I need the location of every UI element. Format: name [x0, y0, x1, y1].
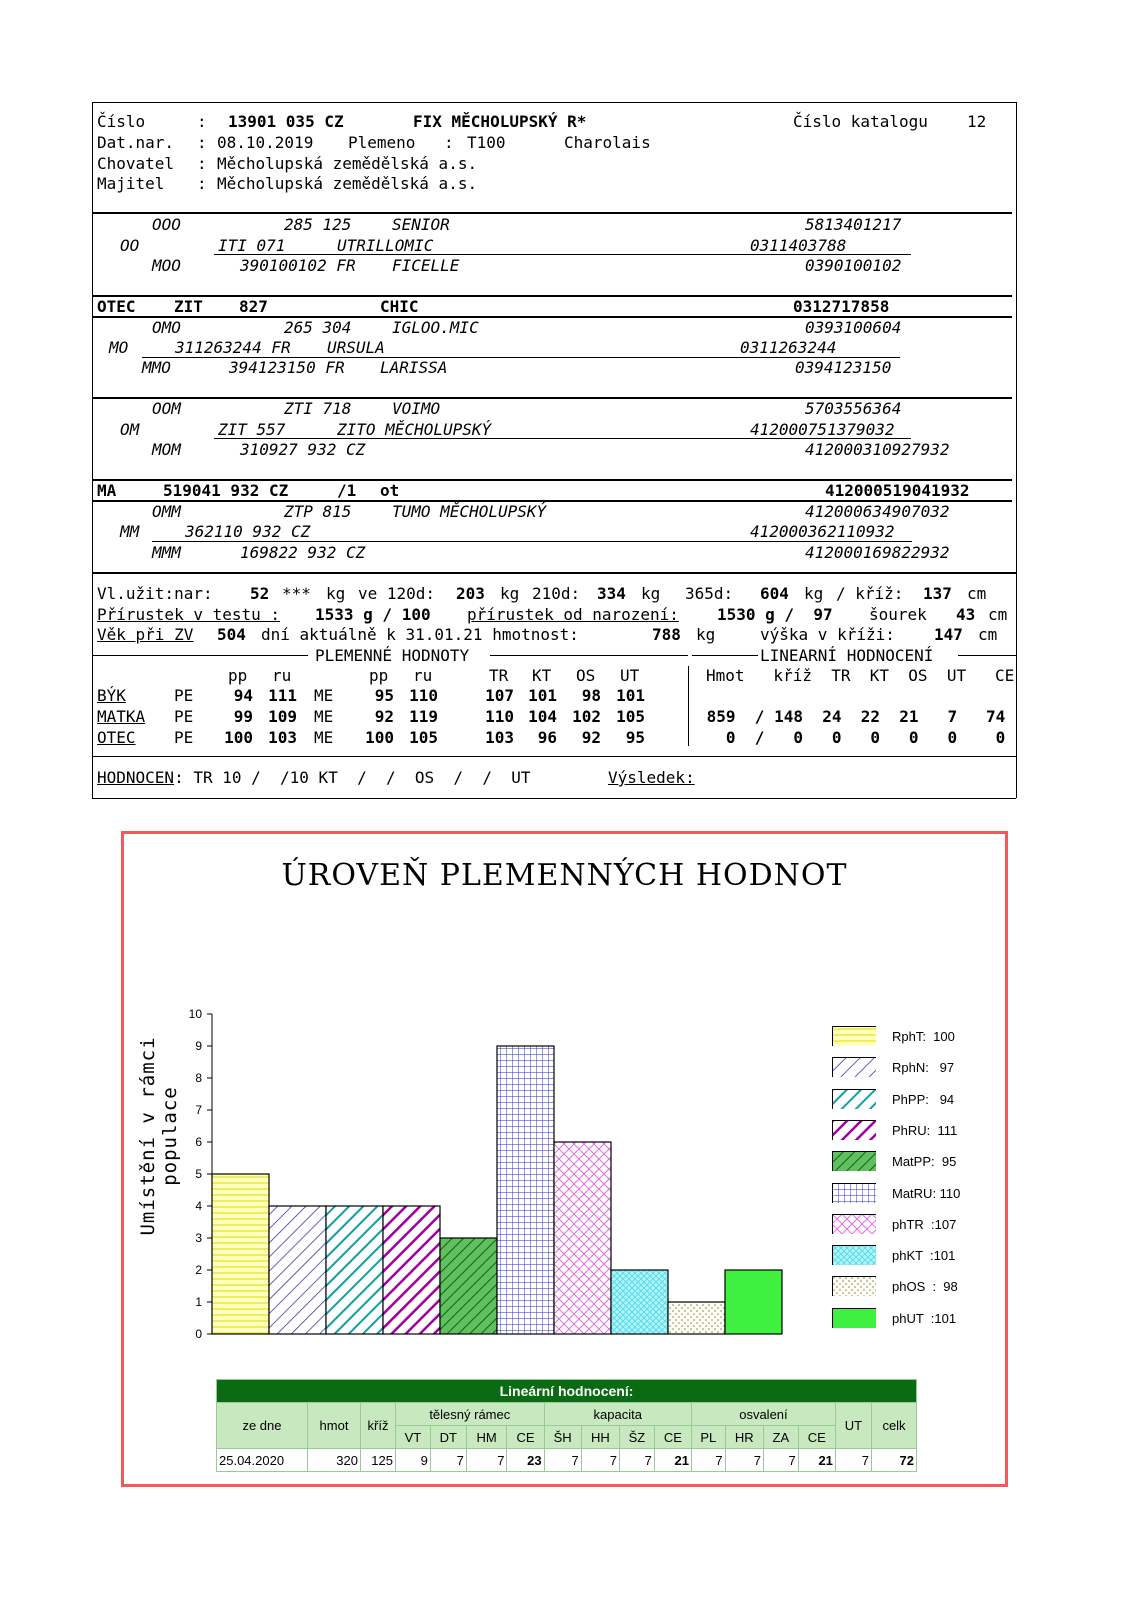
y-tick-label: 5	[195, 1167, 202, 1181]
linear-cell: 7	[620, 1449, 655, 1472]
moo-num: 390100102 FR	[240, 256, 356, 275]
linear-head-kapacita: kapacita	[544, 1403, 691, 1426]
hmot-kg: kg	[696, 625, 716, 644]
legend-label: MatRU: 110	[892, 1185, 961, 1201]
ph-os: 98	[581, 686, 601, 705]
ph-title: PLEMENNÉ HODNOTY	[315, 646, 470, 665]
rule-7	[92, 572, 1016, 574]
bar-matru	[497, 1046, 554, 1334]
legend-label: PhPP: 94	[892, 1091, 955, 1107]
vyska-label: výška v kříži:	[760, 625, 895, 644]
plemeno-name: Charolais	[564, 133, 651, 152]
y-tick-label: 2	[195, 1263, 202, 1277]
lin-title: LINEARNÍ HODNOCENÍ	[760, 646, 934, 665]
linear-cell: 7	[691, 1449, 725, 1472]
linear-cell: 125	[361, 1449, 396, 1472]
vl-ve120-label: ve 120d:	[358, 584, 436, 603]
linear-cell: 21	[654, 1449, 691, 1472]
mmo-id: 0394123150	[795, 358, 892, 377]
legend-swatch	[832, 1276, 876, 1296]
sourek-value: 43	[956, 605, 976, 624]
ooo-name: SENIOR	[392, 215, 450, 234]
legend-swatch	[832, 1026, 876, 1046]
omm-id: 412000634907032	[805, 502, 950, 521]
katalog-value: 12	[967, 112, 987, 131]
bar-rpht	[212, 1174, 269, 1334]
oom-id: 5703556364	[805, 399, 902, 418]
y-tick-label: 3	[195, 1231, 202, 1245]
ph-ru: 111	[268, 686, 297, 705]
ph-ru2: 110	[409, 686, 438, 705]
bar-phru	[383, 1206, 440, 1334]
linear-subhead: ŠH	[544, 1426, 581, 1449]
ph-pp: 94	[233, 686, 253, 705]
oom-num: ZTI 718	[284, 399, 352, 418]
mm-underline	[152, 541, 912, 542]
hodnocen-value: : TR 10 / /10 KT / / OS / / UT	[174, 768, 531, 787]
linear-subhead: CE	[654, 1426, 691, 1449]
omo-label: OMO	[152, 318, 181, 337]
vl-kriz: 137	[923, 584, 952, 603]
linear-cell: 7	[466, 1449, 507, 1472]
oom-name: VOIMO	[392, 399, 441, 418]
bar-rphn	[269, 1206, 326, 1334]
ph-name: BÝK	[97, 686, 126, 705]
vyska-cm: cm	[978, 625, 998, 644]
chovatel-label: Chovatel	[97, 154, 175, 173]
mm-num: 362110 932 CZ	[185, 522, 311, 541]
linear-subhead: HM	[466, 1426, 507, 1449]
linear-head-ut: UT	[835, 1403, 871, 1449]
linear-data-row	[217, 1449, 917, 1472]
ph-ut: 105	[616, 707, 645, 726]
mmo-label: MMO	[142, 358, 171, 377]
majitel-label: Majitel	[97, 174, 165, 193]
prir-nar-value: 1530 g / 97	[717, 605, 833, 624]
linear-cell: 7	[763, 1449, 798, 1472]
sourek-label: šourek	[869, 605, 927, 624]
oo-num: ITI 071	[218, 236, 286, 255]
ooo-num: 285 125	[284, 215, 352, 234]
mom-id: 412000310927932	[805, 440, 950, 459]
vl-210: 334	[597, 584, 626, 603]
vl-cm: cm	[967, 584, 987, 603]
om-num: ZIT 557	[218, 420, 286, 439]
rule-8	[92, 756, 1016, 757]
ph-head-tr: TR	[489, 666, 509, 685]
ph-ru2: 105	[409, 728, 438, 747]
linear-head-telesny: tělesný rámec	[396, 1403, 545, 1426]
lin-values: 0 / 0 0 0 0 0 0	[697, 728, 1006, 747]
om-underline	[214, 438, 911, 439]
ph-pp: 100	[224, 728, 253, 747]
ph-head-kt: KT	[532, 666, 552, 685]
vysledek-label: Výsledek:	[608, 768, 695, 787]
om-label: OM	[120, 420, 140, 439]
moo-name: FICELLE	[392, 256, 460, 275]
vek-label: Věk při ZV	[97, 625, 194, 644]
ph-ru: 103	[268, 728, 297, 747]
linear-head-ze-dne: ze dne	[217, 1403, 308, 1449]
prir-value: 1533 g / 100	[315, 605, 431, 624]
ph-tr: 103	[485, 728, 514, 747]
ph-kt: 104	[528, 707, 557, 726]
katalog-label: Číslo katalogu	[793, 112, 928, 131]
legend-swatch	[832, 1214, 876, 1234]
linear-subhead: ŠZ	[620, 1426, 655, 1449]
vl-120: 203	[456, 584, 485, 603]
prir-label: Přírustek v testu :	[97, 605, 281, 624]
card-left-edge	[92, 102, 93, 798]
linear-subhead: CE	[507, 1426, 544, 1449]
ma-id: 412000519041932	[825, 481, 970, 500]
bar-phos	[668, 1302, 725, 1334]
linear-cell: 25.04.2020	[217, 1449, 308, 1472]
vl-label: Vl.užit:nar:	[97, 584, 213, 603]
mo-id: 0311263244	[740, 338, 837, 357]
chart-bars	[212, 1046, 782, 1334]
vl-365-label: 365d:	[685, 584, 734, 603]
majitel-sep: :	[197, 174, 207, 193]
mmm-num: 169822 932 CZ	[240, 543, 366, 562]
bar-matpp	[440, 1238, 497, 1334]
ooo-id: 5813401217	[805, 215, 902, 234]
animal-name: FIX MĚCHOLUPSKÝ R*	[413, 112, 587, 131]
chart-title: ÚROVEŇ PLEMENNÝCH HODNOT	[281, 858, 848, 893]
y-tick-label: 8	[195, 1071, 202, 1085]
omm-num: ZTP 815	[284, 502, 352, 521]
mmo-num: 394123150 FR	[229, 358, 345, 377]
oom-label: OOM	[152, 399, 181, 418]
card-right-edge	[1016, 102, 1017, 798]
otec-label: OTEC	[97, 297, 136, 316]
ph-head-ut: UT	[620, 666, 640, 685]
hodnocen-label-wrap	[97, 768, 530, 787]
ph-os: 102	[572, 707, 601, 726]
bar-phpp	[326, 1206, 383, 1334]
datnar-label: Dat.nar.	[97, 133, 175, 152]
ph-head-pp2: pp	[369, 666, 389, 685]
y-tick-label: 7	[195, 1103, 202, 1117]
moo-id: 0390100102	[805, 256, 902, 275]
linear-head-kriz: kříž	[361, 1403, 396, 1449]
chovatel-sep: :	[197, 154, 207, 173]
oo-underline	[214, 254, 911, 255]
mmm-id: 412000169822932	[805, 543, 950, 562]
mmo-name: LARISSA	[380, 358, 448, 377]
datnar-sep: :	[197, 133, 207, 152]
plemeno-code: T100	[467, 133, 506, 152]
chart-ylabel: Umístění v rámci populace	[137, 1036, 181, 1236]
y-tick-label: 1	[195, 1295, 202, 1309]
mmm-label: MMM	[152, 543, 181, 562]
legend-swatch	[832, 1183, 876, 1203]
omo-name: IGLOO.MIC	[392, 318, 479, 337]
ph-os: 92	[581, 728, 601, 747]
mo-num: 311263244 FR	[175, 338, 291, 357]
linear-head-osvaleni: osvalení	[691, 1403, 835, 1426]
y-tick-label: 4	[195, 1199, 202, 1213]
legend-label: RphT: 100	[892, 1029, 955, 1044]
mo-name: URSULA	[327, 338, 385, 357]
vl-kg2: kg	[500, 584, 520, 603]
linear-subhead: HR	[725, 1426, 763, 1449]
ph-me: ME	[314, 707, 334, 726]
lin-rule-left	[692, 655, 758, 656]
linear-table	[216, 1379, 917, 1472]
ooo-label: OOO	[152, 215, 181, 234]
linear-cell: 7	[581, 1449, 619, 1472]
vl-365: 604	[760, 584, 789, 603]
moo-label: MOO	[152, 256, 181, 275]
ph-head-ru2: ru	[413, 666, 433, 685]
prir-nar-label: přírustek od narození:	[467, 605, 679, 624]
vl-kriz-label: / kříž:	[836, 584, 904, 603]
mo-label: MO	[109, 338, 129, 357]
majitel-value: Měcholupská zemědělská a.s.	[217, 174, 478, 193]
bar-phkt	[611, 1270, 668, 1334]
ph-tr: 110	[485, 707, 514, 726]
omo-id: 0393100604	[805, 318, 902, 337]
linear-cell: 7	[835, 1449, 871, 1472]
chovatel-value: Měcholupská zemědělská a.s.	[217, 154, 478, 173]
y-tick-label: 10	[188, 1007, 202, 1021]
cislo-value: 13901 035 CZ	[228, 112, 344, 131]
legend-swatch	[832, 1089, 876, 1109]
linear-subhead: HH	[581, 1426, 619, 1449]
lin-rule-right	[958, 655, 1016, 656]
oo-name: UTRILLOMIC	[337, 236, 434, 255]
linear-cell: 320	[308, 1449, 361, 1472]
legend-label: phUT :101	[892, 1310, 957, 1326]
ph-pp2: 92	[374, 707, 394, 726]
ph-pp2: 95	[374, 686, 394, 705]
ma-label: MA	[97, 481, 117, 500]
y-tick-label: 9	[195, 1039, 202, 1053]
om-id: 412000751379032	[750, 420, 895, 439]
legend-label: phKT :101	[892, 1248, 956, 1264]
ph-kt: 96	[537, 728, 557, 747]
vl-kg4: kg	[804, 584, 824, 603]
ph-pp: 99	[233, 707, 253, 726]
mm-id: 412000362110932	[750, 522, 895, 541]
linear-cell: 23	[507, 1449, 544, 1472]
linear-cell: 7	[430, 1449, 466, 1472]
omo-num: 265 304	[284, 318, 352, 337]
ph-divider	[688, 666, 689, 746]
linear-cell: 7	[544, 1449, 581, 1472]
vl-nar: 52	[250, 584, 270, 603]
ph-pp2: 100	[365, 728, 394, 747]
ph-pe: PE	[174, 707, 194, 726]
vyska-value: 147	[934, 625, 963, 644]
legend-swatch	[832, 1245, 876, 1265]
linear-cell: 9	[396, 1449, 431, 1472]
linear-subhead: PL	[691, 1426, 725, 1449]
hodnocen-label: HODNOCEN	[97, 768, 175, 787]
ph-rule-mid	[490, 655, 688, 656]
linear-subhead: DT	[430, 1426, 466, 1449]
oo-label: OO	[120, 236, 140, 255]
linear-cell: 7	[725, 1449, 763, 1472]
ph-name: MATKA	[97, 707, 146, 726]
linear-head-celk: celk	[872, 1403, 917, 1449]
cislo-sep: :	[197, 112, 207, 131]
y-tick-label: 0	[195, 1327, 202, 1341]
linear-subhead: CE	[798, 1426, 835, 1449]
card-bottom-rule	[92, 798, 1016, 799]
lin-head: Hmot kříž TR KT OS UT CE	[706, 666, 1015, 685]
vl-kg3: kg	[641, 584, 661, 603]
legend-swatch	[832, 1057, 876, 1077]
ph-me: ME	[314, 686, 334, 705]
cislo-label: Číslo	[97, 112, 146, 131]
otec-name: CHIC	[380, 297, 419, 316]
ph-head-ru: ru	[272, 666, 292, 685]
ph-pe: PE	[174, 728, 194, 747]
legend-label: phTR :107	[892, 1216, 957, 1232]
linear-head-hmot: hmot	[308, 1403, 361, 1449]
ph-head-pp: pp	[228, 666, 248, 685]
plemeno-sep: :	[444, 133, 454, 152]
linear-subhead: VT	[396, 1426, 431, 1449]
otec-num2: 827	[239, 297, 268, 316]
ph-tr: 107	[485, 686, 514, 705]
bar-phut	[725, 1270, 782, 1334]
mm-label: MM	[120, 522, 140, 541]
mom-num: 310927 932 CZ	[240, 440, 366, 459]
linear-subhead: ZA	[763, 1426, 798, 1449]
chart-panel	[121, 831, 1008, 1487]
ma-num: 519041 932 CZ	[163, 481, 289, 500]
legend-swatch	[832, 1308, 876, 1328]
card-top-rule	[92, 102, 1016, 103]
otec-id: 0312717858	[793, 297, 890, 316]
linear-cell: 21	[798, 1449, 835, 1472]
omm-name: TUMO MĚCHOLUPSKÝ	[392, 502, 547, 521]
ma-num2: /1	[337, 481, 357, 500]
plemeno-label: Plemeno	[348, 133, 416, 152]
ph-me: ME	[314, 728, 334, 747]
vek-rest: dní aktuálně k 31.01.21 hmotnost:	[261, 625, 579, 644]
oo-id: 0311403788	[750, 236, 847, 255]
ph-ut: 95	[625, 728, 645, 747]
vl-kg1: kg	[326, 584, 346, 603]
ph-rule-left	[92, 655, 308, 656]
om-name: ZITO MĚCHOLUPSKÝ	[337, 420, 492, 439]
ph-ru2: 119	[409, 707, 438, 726]
sourek-cm: cm	[988, 605, 1008, 624]
legend-swatch	[832, 1151, 876, 1171]
mom-label: MOM	[152, 440, 181, 459]
linear-title: Lineární hodnocení:	[217, 1380, 917, 1403]
hmot-value: 788	[652, 625, 681, 644]
omm-label: OMM	[152, 502, 181, 521]
legend-label: MatPP: 95	[892, 1154, 957, 1170]
ph-name: OTEC	[97, 728, 136, 747]
ph-ru: 109	[268, 707, 297, 726]
legend-label: PhRU: 111	[892, 1122, 958, 1138]
datnar-value: 08.10.2019	[217, 133, 314, 152]
vek-value: 504	[217, 625, 246, 644]
bar-chart	[164, 994, 844, 1354]
rule-1	[92, 212, 1012, 214]
legend-label: RphN: 97	[892, 1060, 955, 1076]
vl-stars: ***	[282, 584, 311, 603]
otec-num: ZIT	[174, 297, 203, 316]
ph-ut: 101	[616, 686, 645, 705]
legend-swatch	[832, 1120, 876, 1140]
ph-pe: PE	[174, 686, 194, 705]
bar-phtr	[554, 1142, 611, 1334]
ph-kt: 101	[528, 686, 557, 705]
legend-label: phOS : 98	[892, 1279, 958, 1295]
ph-head-os: OS	[576, 666, 596, 685]
y-tick-label: 6	[195, 1135, 202, 1149]
linear-cell: 72	[872, 1449, 917, 1472]
vl-210-label: 210d:	[532, 584, 581, 603]
lin-values: 859 / 148 24 22 21 7 74	[697, 707, 1006, 726]
ma-name: ot	[380, 481, 400, 500]
